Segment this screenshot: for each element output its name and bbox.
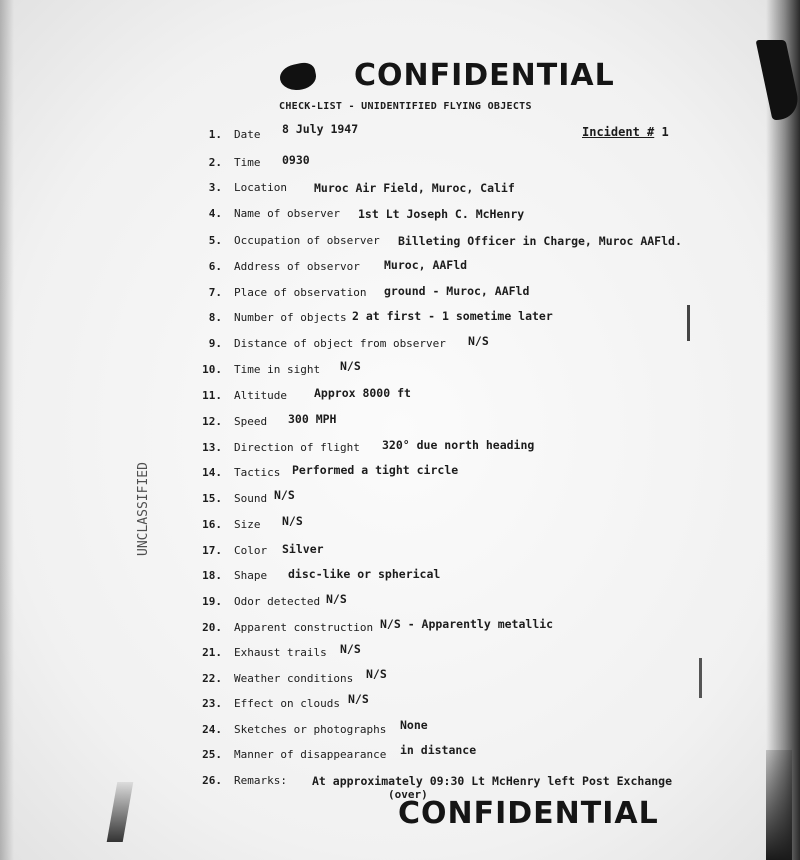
item-number: 3. [208,181,222,194]
item-answer: 8 July 1947 [282,122,359,136]
item-answer: N/S - Apparently metallic [380,617,554,631]
item-number: 23. [202,697,222,710]
item-number: 7. [208,286,222,299]
item-number: 4. [208,207,222,220]
margin-mark [699,658,702,698]
incident-value: 1 [661,125,669,139]
ink-smudge [278,61,319,94]
item-number: 12. [202,415,222,428]
item-answer: N/S [468,334,489,348]
item-number: 8. [208,311,222,324]
scan-corner-bottom-left [107,782,134,842]
item-answer: Billeting Officer in Charge, Muroc AAFld. [398,234,682,248]
item-answer: None [400,718,428,732]
item-answer: N/S [274,488,295,502]
item-label: Time in sight [234,363,321,376]
item-number: 20. [202,621,222,634]
item-label: Sketches or photographs [234,723,387,736]
item-answer: 1st Lt Joseph C. McHenry [358,207,525,221]
item-label: Apparent construction [234,621,374,634]
item-label: Tactics [234,466,281,479]
confidential-stamp-top: CONFIDENTIAL [354,58,615,93]
item-number: 5. [208,234,222,247]
item-answer: Performed a tight circle [292,463,459,477]
item-answer: Silver [282,542,324,556]
item-number: 9. [208,337,222,350]
item-label: Occupation of observer [234,234,380,247]
item-answer: Approx 8000 ft [314,386,411,400]
item-label: Distance of object from observer [234,337,446,350]
item-number: 25. [202,748,222,761]
item-label: Altitude [234,389,287,402]
item-number: 18. [202,569,222,582]
item-number: 17. [202,544,222,557]
item-answer: N/S [348,692,369,706]
item-answer: N/S [282,514,303,528]
item-label: Date [234,128,261,141]
item-label: Address of observor [234,260,360,273]
item-number: 21. [202,646,222,659]
incident-label: Incident # [582,125,655,139]
item-answer: N/S [366,667,387,681]
scan-shadow-left [0,0,14,860]
item-label: Remarks: [234,774,287,787]
item-label: Exhaust trails [234,646,327,659]
item-number: 14. [202,466,222,479]
item-answer: 2 at first - 1 sometime later [352,309,553,323]
item-answer: N/S [326,592,347,606]
item-label: Place of observation [234,286,367,299]
item-label: Time [234,156,261,169]
scan-shadow-right [766,0,800,860]
item-number: 11. [202,389,222,402]
continued-over-note: (over) [388,788,428,801]
confidential-stamp-bottom: CONFIDENTIAL [398,796,659,831]
item-label: Color [234,544,268,557]
item-answer: 320° due north heading [382,438,535,452]
item-label: Manner of disappearance [234,748,387,761]
incident-number [582,125,669,139]
item-answer: 0930 [282,153,310,167]
item-answer: disc-like or spherical [288,567,441,581]
form-title: CHECK-LIST - UNIDENTIFIED FLYING OBJECTS [279,101,532,112]
item-number: 24. [202,723,222,736]
item-label: Number of objects [234,311,347,324]
item-answer: N/S [340,642,361,656]
item-label: Name of observer [234,207,340,220]
item-number: 6. [208,260,222,273]
item-number: 10. [202,363,222,376]
item-label: Direction of flight [234,441,360,454]
item-label: Effect on clouds [234,697,340,710]
item-label: Speed [234,415,268,428]
item-answer: At approximately 09:30 Lt McHenry left Post Exchange [312,774,673,788]
item-number: 13. [202,441,222,454]
item-answer: in distance [400,743,477,757]
item-answer: Muroc Air Field, Muroc, Calif [314,181,515,195]
item-label: Weather conditions [234,672,354,685]
side-margin-stamp: UNCLASSIFIED [136,462,151,556]
item-number: 22. [202,672,222,685]
item-label: Sound [234,492,268,505]
margin-mark [687,305,690,341]
item-answer: Muroc, AAFld [384,258,468,272]
item-number: 26. [202,774,222,787]
item-label: Size [234,518,261,531]
item-number: 19. [202,595,222,608]
item-label: Odor detected [234,595,321,608]
item-number: 15. [202,492,222,505]
item-answer: N/S [340,359,361,373]
item-answer: 300 MPH [288,412,337,426]
item-number: 16. [202,518,222,531]
scan-corner-bottom-right [766,750,792,860]
item-label: Location [234,181,287,194]
item-answer: ground - Muroc, AAFld [384,284,530,298]
item-label: Shape [234,569,268,582]
item-number: 2. [208,156,222,169]
item-number: 1. [208,128,222,141]
